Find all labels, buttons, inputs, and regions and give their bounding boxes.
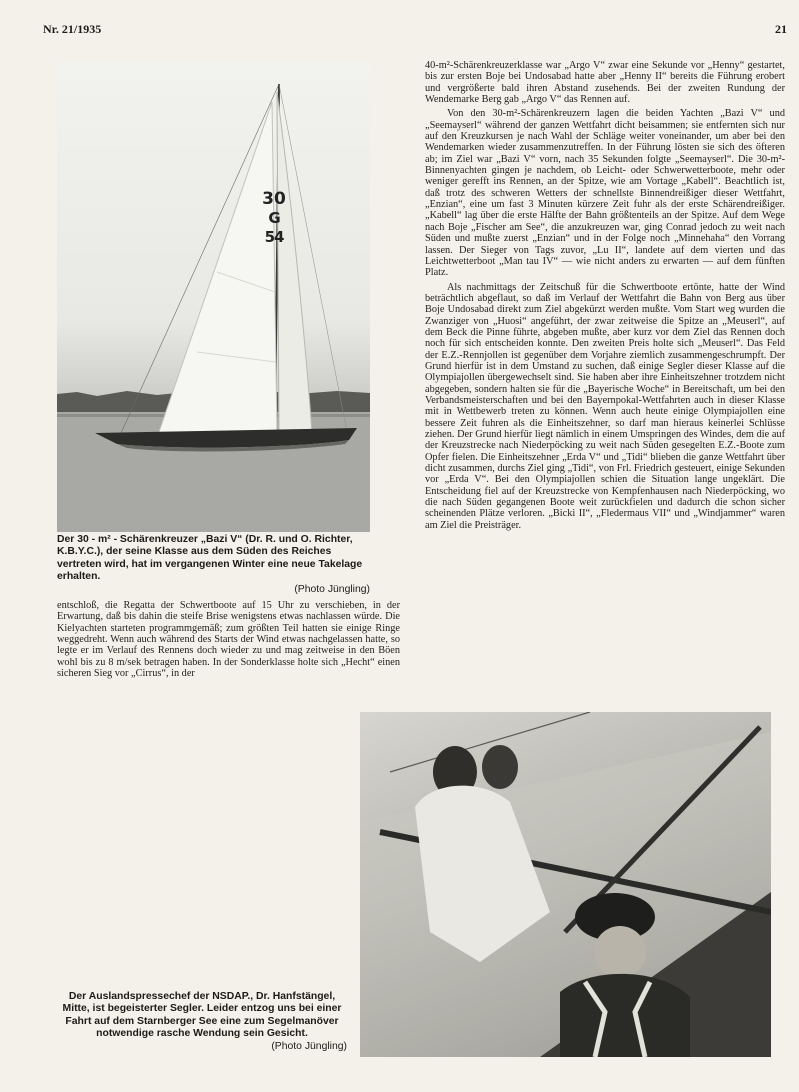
sail-number-top: 30 [262, 189, 286, 209]
sailors-caption [57, 991, 347, 1053]
left-column-text [57, 600, 400, 682]
sailboat-caption [57, 534, 370, 596]
paragraph: Als nachmittags der Zeitschuß für die Schwertboote ertönte, hatte der Wind beträchtlich abgeflaut, so daß im Verlauf der Wettfahrt die Bahn von Berg aus über Boje Undosabad direkt zum Ziel abgekürzt werden mußte. Vom Start weg wurden die Zwanziger von „Huosi“ angeführt, der zwar zeitweise die Spitze an „Meuserl“, auf dem Beck die Pinne führte, abgeben mußte, aber kurz vor dem Ziel das Rennen doch noch für sich entscheiden konnte. Den zweiten Preis holte sich „Meuserl“. Das Feld der E.Z.-Rennjollen ist gegenüber dem Vorjahre ziemlich zusammengeschrumpft. Der Grund hierfür ist in dem Umstand zu suchen, daß einige Segler dieser Klasse auf die Olympiajollen übergewechselt sind. Sie haben aber ihre Einheitszehner trotzdem nicht abgegeben, sondern halten sie für die „Bayerische Woche“ in Bereitschaft, um bei den Verbandsmeisterschaften und bei den Bayernpokal-Wettfahrten auch in dieser Klasse mit in Wettbewerb treten zu können. Wenn auch heute einige Olympiajollen eine bessere Zeit fuhren als die Einheitszehner, so darf man hieraus keinerlei Schlüsse ziehen. Der Grund hierfür liegt nämlich in einem Umspringen des Windes, dem die auf der Kreuzstrecke nach Niederpöcking zu weit nach Süden gesegelten E.Z.-Boote zum Opfer fielen. Die Einheitszehner „Erda V“ und „Tidi“ blieben die ganze Wettfahrt über dicht zusammen, durchs Ziel ging „Tidi“, von Frl. Friedrich gesteuert, einige Sekunden vor „Erda V“. Bei den Olympiajollen schien die Situation lange ungeklärt. Die Entscheidung fiel auf der Kreuzstrecke von Kempfenhausen nach Niederpöcking, wo die nach Süden gegangenen Boote weit zurückfielen und dadurch die schon sicher scheinenden Plätze verloren. „Bicki II“, „Fledermaus VII“ und „Windjammer“ waren am Ziel die Preisträger. [425, 281, 785, 531]
issue-number: Nr. 21/1935 [43, 22, 102, 36]
sail-number [259, 190, 289, 247]
sailboat-photo [57, 62, 370, 532]
paragraph: 40-m²-Schärenkreuzerklasse war „Argo V“ zwar eine Sekunde vor „Henny“ gestartet, bis zur ersten Boje bei Undosabad hatte aber „Henny II“ bereits die Führung erobert und vergrößerte bald ihren Abstand zusehends. Bei der zweiten Rundung der Wendemarke Berg gab „Argo V“ das Rennen auf. [425, 60, 785, 106]
right-column-text [425, 60, 785, 534]
sailors-photo-credit: (Photo Jüngling) [271, 1040, 347, 1052]
sailors-photo [360, 712, 771, 1057]
paragraph: Von den 30-m²-Schärenkreuzern lagen die beiden Yachten „Bazi V“ und „Seemayserl“ während der ganzen Wettfahrt dicht beisammen; sie entfernten sich nur auf den Kreuzkursen je nach Wahl der Schläge weiter voneinander, um aber bei den Wendemarken wieder zusammenzutreffen. In der Führung lösten sie sich des öfteren ab; im Ziel war „Bazi V“ vorn, nach 35 Sekunden folgte „Seemayserl“. Die 30-m²-Binnenyachten gingen je nachdem, ob Leicht- oder Schwerwetterboote, mehr oder weniger gerefft ins Rennen, an der Spitze, wie am Vortage „Kabell“. Beachtlich ist, daß trotz des schweren Wetters der schnellste Binnendreißiger dieser Wettfahrt, „Enzian“, eine um fast 3 Minuten kürzere Zeit fuhr als der erste Schärendreißiger. „Kabell“ lag über die erste Hälfte der Bahn größtenteils an der Spitze. Auf dem Wege nach Boje „Fischer am See“, die anzukreuzen war, ging Conrad jedoch zu weit nach Süden und mußte zuerst „Enzian“ und in der Folge noch „Minnehaha“ den Vorrang lassen. Der Sieger von Tags zuvor, „Lu II“, landete auf dem vierten und das Leichtwetterboot „Man tau IV“ — wie nicht anders zu erwarten — auf dem fünften Platz. [425, 108, 785, 279]
sail-number-bottom: G 54 [264, 209, 284, 246]
sailboat-photo-credit: (Photo Jüngling) [294, 583, 370, 595]
sailboat-illustration [57, 62, 370, 532]
page-number: 21 [775, 22, 787, 36]
sailors-illustration [360, 712, 771, 1057]
sailors-caption-text: Der Auslandspressechef der NSDAP., Dr. Hanfstängel, Mitte, ist begeisterter Segler. Leider entzog uns bei einer Fahrt auf dem Starnberger See eine zum Segelmanöver notwendige rasche Wendung sein Gesicht. [62, 991, 342, 1040]
sailboat-caption-text: Der 30 - m² - Schärenkreuzer „Bazi V“ (Dr. R. und O. Richter, K.B.Y.C.), der seine Klasse aus dem Süden des Reiches vertreten wird, hat im vergangenen Winter eine neue Takelage erhalten. [57, 534, 363, 583]
paragraph: entschloß, die Regatta der Schwertboote auf 15 Uhr zu verschieben, in der Erwartung, daß bis dahin die steife Brise wenigstens etwas nachlassen würde. Die Kielyachten starteten programmgemäß; zum größten Teil hatten sie einige Ringe weggedreht. Wenn auch während des Starts der Wind etwas nachgelassen hatte, so legte er im Verlauf des Rennens doch wieder zu und mag zeitweise in den Böen wohl bis zu 8 m/sek betragen haben. In der Sonderklasse holte sich „Hecht“ einen sicheren Sieg vor „Cirrus“, in der [57, 600, 400, 680]
